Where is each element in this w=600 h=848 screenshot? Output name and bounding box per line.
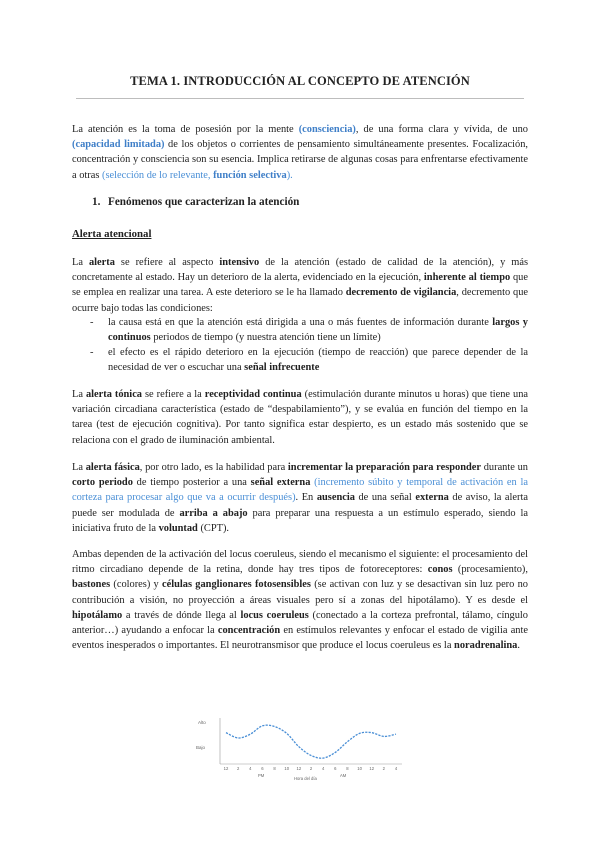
bullet-dash: -: [90, 347, 94, 358]
x-tick-label: 10: [284, 766, 290, 771]
x-tick-label: 2: [309, 766, 313, 771]
fasica-blue-note: (incremento súbito y temporal de activación en la corteza para procesar algo que va a ocurrir después): [72, 477, 528, 504]
list-item: - la causa está en que la atención está dirigida a una o más fuentes de información durante largos y continuos periodos de tiempo (y nuestra atención tiene un límite): [90, 317, 528, 344]
alerta-paragraph: La alerta se refiere al aspecto intensivo de la atención (estado de calidad de la atención), y más concretamente al estado. Hay un deterioro de la alerta, evidenciado en la ejecución, inherente al tiempo que se emplea en realizar una tarea. A este deterioro se le ha llamado decremento de vigilancia, decremento que ocurre bajo todas las condiciones:: [72, 257, 529, 314]
term-alerta-tonica: alerta tónica: [85, 389, 143, 400]
locus-paragraph: Ambas dependen de la activación del locus coeruleus, siendo el mecanismo el siguiente: el procesamiento del ritmo circadiano depende de la retina, donde hay tres tipos de fotoreceptores: conos (procesamiento), bastones (colores) y células ganglionares fotosensibles (se activan con luz y se desactivan sin luz pero no contribución a visión, no proyección a áreas visuales pero sí a zonas del hipotálamo). Y es desde el hipotálamo a través de dónde llega al locus coeruleus (conectado a la corteza prefrontal, tálamo, cíngulo anterior…) ayudando a enfocar la concentración en estímulos relevantes y enfocar el estado de vigilia ante eventos inesperados o importantes. El neurotransmisor que produce el locus coeruleus es la noradrenalina.: [72, 549, 528, 652]
x-tick-label: 12: [223, 766, 229, 771]
section-label: Fenómenos que caracterizan la atención: [108, 196, 300, 208]
bullet-dash: -: [90, 317, 94, 328]
intro-text-1: La atención es la toma de posesión por la mente: [72, 124, 299, 135]
x-tick-label: 10: [357, 766, 362, 771]
intro-paragraph: [72, 122, 528, 183]
alertness-series-line: [226, 725, 396, 758]
x-tick-label: 2: [236, 766, 240, 771]
fasica-paragraph: La alerta fásica, por otro lado, es la habilidad para incrementar la preparación para responder durante un corto periodo de tiempo posterior a una señal externa (incremento súbito y temporal de activación en la corteza para procesar algo que va a ocurrir después). En ausencia de una señal externa de aviso, la alerta puede ser modulada de arriba a abajo para preparar una respuesta a un estímulo esperado, siendo la iniciativa fruto de la voluntad (CPT).: [72, 462, 528, 534]
circadian-chart: [196, 714, 406, 784]
intro-text-2: , de una forma clara y vívida, de uno: [355, 124, 528, 135]
page-title: TEMA 1. INTRODUCCIÓN AL CONCEPTO DE ATENCIÓN: [130, 74, 470, 88]
section-heading: [92, 196, 299, 208]
y-label-top: Alto: [198, 720, 206, 725]
x-tick-label: 4: [394, 766, 398, 771]
x-tick-label: 6: [334, 766, 337, 771]
x-axis-label: Hora del día: [294, 776, 317, 781]
y-label-bottom: Bajo: [196, 745, 206, 750]
x-tick-label: 4: [321, 766, 325, 771]
term-seleccion: (selección de lo relevante,: [102, 169, 214, 181]
x-tick-label: 8: [273, 766, 276, 771]
term-alerta-fasica: alerta fásica: [85, 462, 140, 473]
subsection-heading: Alerta atencional: [72, 228, 152, 240]
x-tick-label: 6: [261, 766, 264, 771]
x-tick-label: 12: [296, 766, 302, 771]
x-tick-label: 8: [346, 766, 349, 771]
term-consciencia: (consciencia): [298, 124, 356, 135]
term-decremento-vigilancia: decremento de vigilancia: [345, 287, 457, 299]
tonica-paragraph: La alerta tónica se refiere a la receptividad continua (estimulación durante minutos u horas) que tiene una variación circadiana característica (estado de “despabilamiento”), y se evalúa en función del tiempo en la tarea (test de ejecución cognitiva). Por tanto significa estar despierto, es un estado más sostenido que se relaciona con el grado de iluminación ambiental.: [72, 389, 529, 446]
x-tick-label: 2: [382, 766, 386, 771]
term-intensivo: intensivo: [219, 257, 260, 268]
title-divider: [76, 98, 524, 99]
x-tick-label: 12: [369, 766, 375, 771]
x-tick-label: 4: [249, 766, 252, 771]
term-alerta: alerta: [88, 257, 115, 268]
term-funcion-selectiva: función selectiva: [213, 169, 287, 181]
term-inherente: inherente al tiempo: [423, 272, 511, 284]
list-item: - el efecto es el rápido deterioro en la ejecución (tiempo de reacción) que parece depender de la necesidad de ver o escuchar una señal infrecuente: [90, 347, 528, 374]
section-number: 1.: [92, 196, 101, 208]
intro-text-4: ).: [286, 169, 293, 181]
intro-text-3: de los objetos o corrientes de pensamiento simultáneamente presentes. Focalización, concentración y consciencia son su esencia. Implica retirarse de algunas cosas para enfrentarse efectivamente a otras: [72, 139, 529, 181]
term-receptividad: receptividad continua: [204, 389, 302, 400]
pm-label: PM: [258, 773, 265, 778]
term-capacidad-limitada: (capacidad limitada): [72, 139, 165, 151]
am-label: AM: [340, 773, 347, 778]
